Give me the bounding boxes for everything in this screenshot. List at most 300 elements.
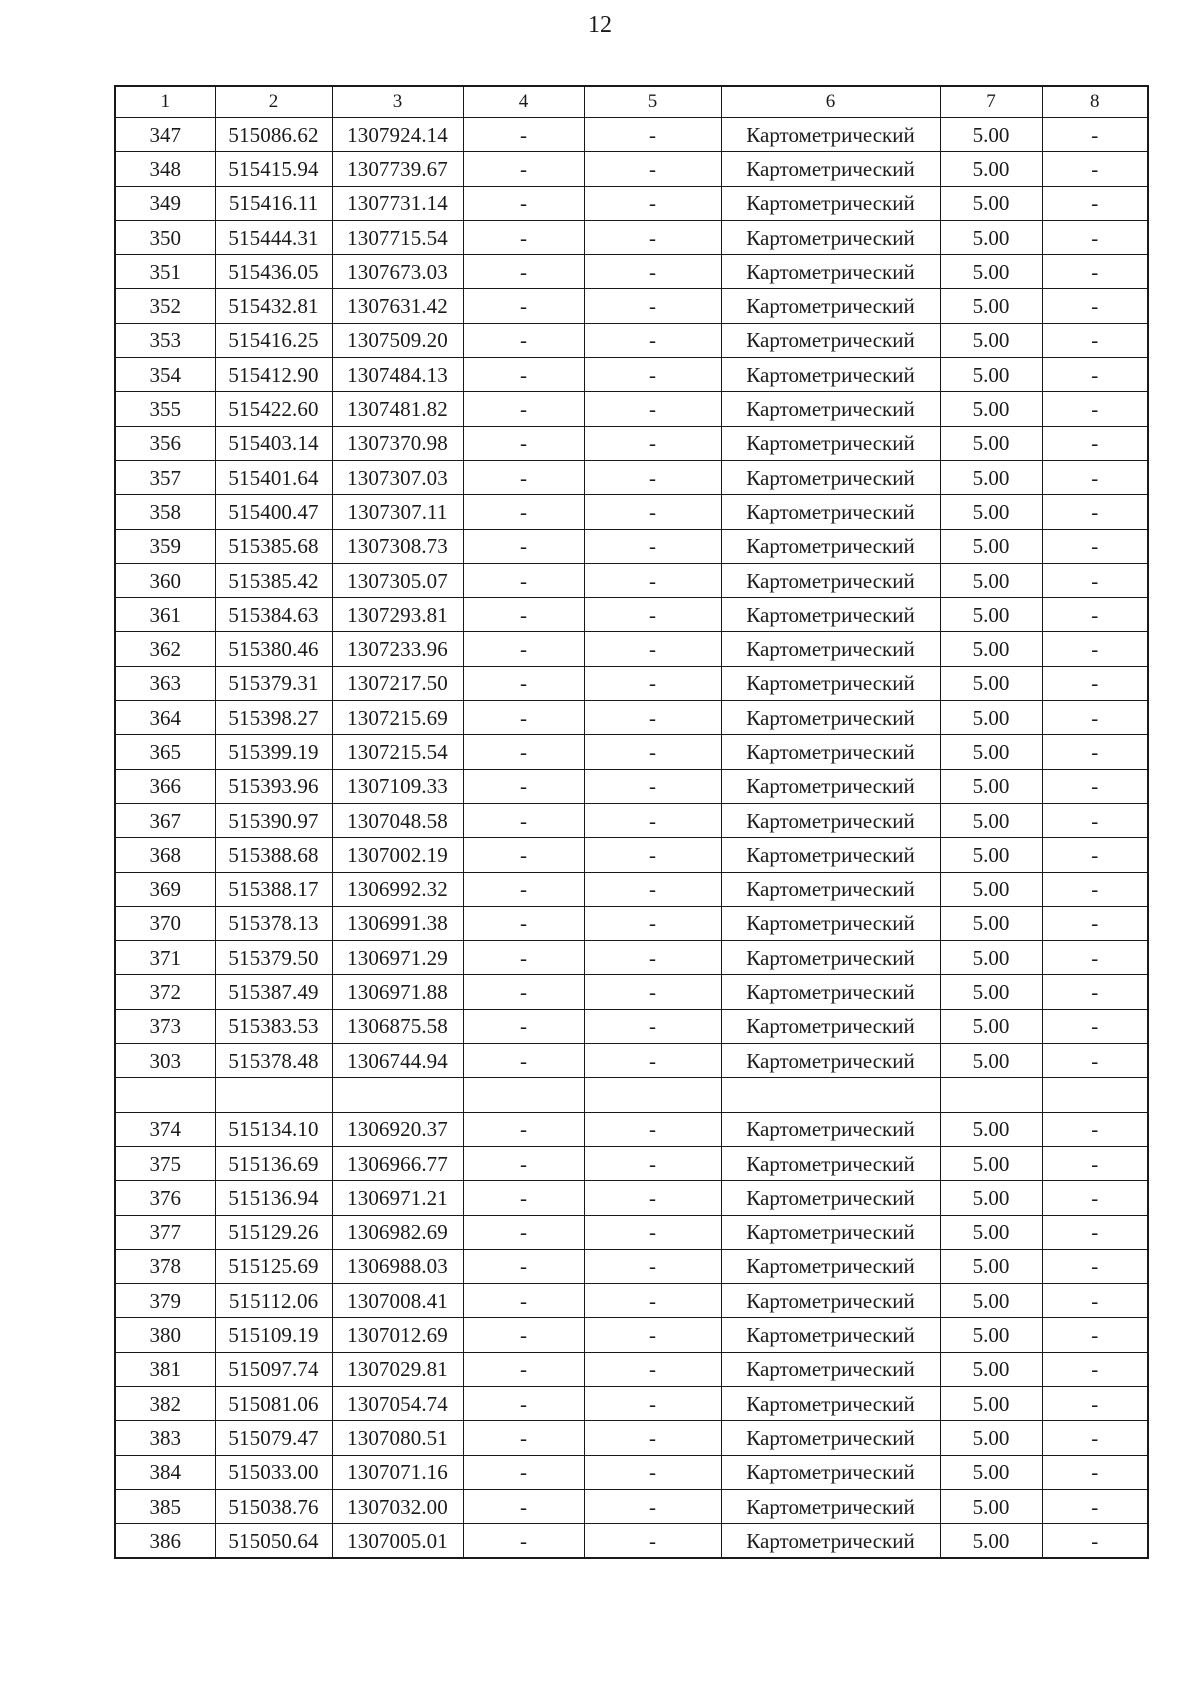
cell-y-coordinate: 1307484.13 — [332, 358, 463, 392]
table-row — [115, 598, 1148, 632]
table-row — [115, 426, 1148, 460]
cell-method: Картометрический — [721, 803, 940, 837]
cell-col-8: - — [1042, 598, 1148, 632]
cell-accuracy: 5.00 — [940, 838, 1042, 872]
cell-accuracy: 5.00 — [940, 1044, 1042, 1078]
cell-y-coordinate: 1306992.32 — [332, 872, 463, 906]
table-row — [115, 769, 1148, 803]
cell-point-number: 371 — [115, 941, 215, 975]
cell-col-8: - — [1042, 941, 1148, 975]
cell-col-5: - — [584, 1009, 721, 1043]
column-header-6: 6 — [721, 86, 940, 118]
cell-method: Картометрический — [721, 1112, 940, 1146]
cell-col-4: - — [463, 152, 584, 186]
cell-point-number: 386 — [115, 1524, 215, 1559]
cell-col-8: - — [1042, 975, 1148, 1009]
cell-col-8: - — [1042, 289, 1148, 323]
cell-col-5: - — [584, 186, 721, 220]
cell-x-coordinate: 515129.26 — [215, 1215, 332, 1249]
cell-x-coordinate: 515422.60 — [215, 392, 332, 426]
cell-col-5: - — [584, 1284, 721, 1318]
cell-x-coordinate: 515109.19 — [215, 1318, 332, 1352]
cell-y-coordinate: 1307370.98 — [332, 426, 463, 460]
table-row — [115, 1524, 1148, 1559]
cell-point-number: 372 — [115, 975, 215, 1009]
cell-y-coordinate: 1307080.51 — [332, 1421, 463, 1455]
cell-col-8: - — [1042, 1421, 1148, 1455]
cell-method: Картометрический — [721, 460, 940, 494]
cell-x-coordinate: 515444.31 — [215, 220, 332, 254]
table-row — [115, 255, 1148, 289]
cell-col-5: - — [584, 632, 721, 666]
cell-accuracy: 5.00 — [940, 495, 1042, 529]
cell-col-8: - — [1042, 460, 1148, 494]
cell-method: Картометрический — [721, 632, 940, 666]
cell-point-number: 352 — [115, 289, 215, 323]
cell-point-number: 369 — [115, 872, 215, 906]
cell-method: Картометрический — [721, 701, 940, 735]
cell-col-4: - — [463, 186, 584, 220]
cell-x-coordinate: 515136.94 — [215, 1181, 332, 1215]
cell-col-5: - — [584, 1455, 721, 1489]
table-row — [115, 838, 1148, 872]
cell-col-4 — [463, 1078, 584, 1112]
cell-col-4: - — [463, 358, 584, 392]
cell-accuracy: 5.00 — [940, 1524, 1042, 1559]
cell-col-5: - — [584, 666, 721, 700]
cell-y-coordinate: 1307215.69 — [332, 701, 463, 735]
cell-col-8: - — [1042, 701, 1148, 735]
cell-col-5: - — [584, 941, 721, 975]
cell-method: Картометрический — [721, 1249, 940, 1283]
cell-method: Картометрический — [721, 666, 940, 700]
cell-point-number: 362 — [115, 632, 215, 666]
cell-y-coordinate: 1306744.94 — [332, 1044, 463, 1078]
cell-method: Картометрический — [721, 941, 940, 975]
cell-accuracy: 5.00 — [940, 1386, 1042, 1420]
cell-method: Картометрический — [721, 598, 940, 632]
cell-col-4: - — [463, 392, 584, 426]
cell-y-coordinate: 1307481.82 — [332, 392, 463, 426]
cell-col-4: - — [463, 632, 584, 666]
cell-col-8: - — [1042, 255, 1148, 289]
column-header-5: 5 — [584, 86, 721, 118]
cell-point-number: 381 — [115, 1352, 215, 1386]
cell-x-coordinate: 515081.06 — [215, 1386, 332, 1420]
cell-accuracy: 5.00 — [940, 1284, 1042, 1318]
cell-col-4: - — [463, 735, 584, 769]
table-row — [115, 289, 1148, 323]
cell-point-number: 347 — [115, 118, 215, 152]
cell-y-coordinate: 1307731.14 — [332, 186, 463, 220]
cell-accuracy: 5.00 — [940, 666, 1042, 700]
cell-method: Картометрический — [721, 1489, 940, 1523]
cell-method: Картометрический — [721, 118, 940, 152]
cell-x-coordinate: 515415.94 — [215, 152, 332, 186]
cell-accuracy: 5.00 — [940, 1489, 1042, 1523]
cell-col-4: - — [463, 1455, 584, 1489]
cell-y-coordinate: 1307008.41 — [332, 1284, 463, 1318]
cell-accuracy: 5.00 — [940, 1318, 1042, 1352]
cell-accuracy: 5.00 — [940, 1181, 1042, 1215]
cell-y-coordinate: 1307233.96 — [332, 632, 463, 666]
cell-x-coordinate: 515038.76 — [215, 1489, 332, 1523]
cell-col-4: - — [463, 1524, 584, 1559]
cell-col-4: - — [463, 255, 584, 289]
table-row — [115, 803, 1148, 837]
cell-x-coordinate: 515079.47 — [215, 1421, 332, 1455]
cell-col-5: - — [584, 975, 721, 1009]
table-row — [115, 220, 1148, 254]
cell-col-5: - — [584, 769, 721, 803]
cell-col-5: - — [584, 1044, 721, 1078]
cell-col-4: - — [463, 598, 584, 632]
cell-accuracy: 5.00 — [940, 941, 1042, 975]
cell-col-4: - — [463, 1112, 584, 1146]
cell-x-coordinate: 515393.96 — [215, 769, 332, 803]
table-row — [115, 1318, 1148, 1352]
cell-col-5: - — [584, 563, 721, 597]
cell-accuracy: 5.00 — [940, 220, 1042, 254]
page-number: 12 — [588, 12, 612, 38]
cell-y-coordinate: 1307005.01 — [332, 1524, 463, 1559]
cell-accuracy: 5.00 — [940, 392, 1042, 426]
cell-point-number: 364 — [115, 701, 215, 735]
cell-col-4: - — [463, 666, 584, 700]
cell-accuracy: 5.00 — [940, 289, 1042, 323]
cell-accuracy: 5.00 — [940, 1421, 1042, 1455]
cell-col-8: - — [1042, 906, 1148, 940]
cell-method: Картометрический — [721, 769, 940, 803]
cell-x-coordinate: 515388.68 — [215, 838, 332, 872]
cell-x-coordinate: 515403.14 — [215, 426, 332, 460]
cell-y-coordinate — [332, 1078, 463, 1112]
column-header-7: 7 — [940, 86, 1042, 118]
cell-method: Картометрический — [721, 1284, 940, 1318]
cell-col-5: - — [584, 1386, 721, 1420]
cell-point-number: 385 — [115, 1489, 215, 1523]
cell-method: Картометрический — [721, 1181, 940, 1215]
cell-y-coordinate: 1307715.54 — [332, 220, 463, 254]
cell-accuracy: 5.00 — [940, 1215, 1042, 1249]
cell-method: Картометрический — [721, 289, 940, 323]
table-row — [115, 1146, 1148, 1180]
cell-accuracy: 5.00 — [940, 1352, 1042, 1386]
cell-y-coordinate: 1307673.03 — [332, 255, 463, 289]
cell-y-coordinate: 1307307.03 — [332, 460, 463, 494]
table-row — [115, 701, 1148, 735]
cell-x-coordinate: 515387.49 — [215, 975, 332, 1009]
cell-x-coordinate: 515401.64 — [215, 460, 332, 494]
cell-point-number: 357 — [115, 460, 215, 494]
coordinates-table — [114, 85, 1149, 1559]
cell-y-coordinate: 1306971.88 — [332, 975, 463, 1009]
cell-accuracy: 5.00 — [940, 426, 1042, 460]
cell-x-coordinate: 515033.00 — [215, 1455, 332, 1489]
cell-col-5: - — [584, 118, 721, 152]
cell-col-4: - — [463, 941, 584, 975]
cell-accuracy: 5.00 — [940, 118, 1042, 152]
cell-x-coordinate: 515416.11 — [215, 186, 332, 220]
cell-y-coordinate: 1307215.54 — [332, 735, 463, 769]
cell-col-5: - — [584, 1524, 721, 1559]
cell-col-8: - — [1042, 803, 1148, 837]
cell-point-number: 358 — [115, 495, 215, 529]
cell-col-8: - — [1042, 666, 1148, 700]
cell-col-5: - — [584, 152, 721, 186]
column-header-2: 2 — [215, 86, 332, 118]
table-row — [115, 906, 1148, 940]
cell-col-5: - — [584, 598, 721, 632]
cell-y-coordinate: 1307109.33 — [332, 769, 463, 803]
column-header-1: 1 — [115, 86, 215, 118]
cell-col-8: - — [1042, 563, 1148, 597]
cell-x-coordinate: 515097.74 — [215, 1352, 332, 1386]
table-row — [115, 1078, 1148, 1112]
cell-col-8: - — [1042, 495, 1148, 529]
cell-x-coordinate: 515412.90 — [215, 358, 332, 392]
cell-accuracy: 5.00 — [940, 1455, 1042, 1489]
cell-method: Картометрический — [721, 906, 940, 940]
cell-col-8: - — [1042, 1352, 1148, 1386]
cell-accuracy: 5.00 — [940, 701, 1042, 735]
cell-method: Картометрический — [721, 255, 940, 289]
cell-col-8: - — [1042, 392, 1148, 426]
cell-method: Картометрический — [721, 392, 940, 426]
cell-x-coordinate: 515388.17 — [215, 872, 332, 906]
cell-method: Картометрический — [721, 1318, 940, 1352]
cell-col-5: - — [584, 1421, 721, 1455]
cell-y-coordinate: 1307032.00 — [332, 1489, 463, 1523]
cell-col-8: - — [1042, 1318, 1148, 1352]
cell-y-coordinate: 1306991.38 — [332, 906, 463, 940]
cell-method: Картометрический — [721, 529, 940, 563]
column-header-3: 3 — [332, 86, 463, 118]
cell-x-coordinate: 515378.13 — [215, 906, 332, 940]
table-row — [115, 529, 1148, 563]
cell-col-5: - — [584, 1352, 721, 1386]
cell-point-number: 384 — [115, 1455, 215, 1489]
table-row — [115, 1215, 1148, 1249]
cell-method: Картометрический — [721, 872, 940, 906]
cell-col-8: - — [1042, 118, 1148, 152]
cell-col-5: - — [584, 906, 721, 940]
cell-point-number — [115, 1078, 215, 1112]
cell-method: Картометрический — [721, 838, 940, 872]
cell-point-number: 379 — [115, 1284, 215, 1318]
cell-col-5: - — [584, 1318, 721, 1352]
cell-point-number: 376 — [115, 1181, 215, 1215]
cell-col-4: - — [463, 906, 584, 940]
cell-col-5: - — [584, 1249, 721, 1283]
cell-y-coordinate: 1307305.07 — [332, 563, 463, 597]
table-row — [115, 1284, 1148, 1318]
table-header-row — [115, 86, 1148, 118]
cell-y-coordinate: 1307509.20 — [332, 323, 463, 357]
cell-col-8: - — [1042, 426, 1148, 460]
cell-col-4: - — [463, 769, 584, 803]
table-row — [115, 1455, 1148, 1489]
cell-point-number: 377 — [115, 1215, 215, 1249]
cell-col-5: - — [584, 1489, 721, 1523]
column-header-8: 8 — [1042, 86, 1148, 118]
cell-y-coordinate: 1307071.16 — [332, 1455, 463, 1489]
cell-col-5: - — [584, 529, 721, 563]
cell-point-number: 367 — [115, 803, 215, 837]
cell-col-5: - — [584, 838, 721, 872]
cell-col-8: - — [1042, 632, 1148, 666]
cell-point-number: 382 — [115, 1386, 215, 1420]
cell-col-5: - — [584, 358, 721, 392]
cell-col-5: - — [584, 323, 721, 357]
cell-method: Картометрический — [721, 426, 940, 460]
cell-col-5 — [584, 1078, 721, 1112]
table-row — [115, 1044, 1148, 1078]
cell-col-5: - — [584, 495, 721, 529]
cell-col-4: - — [463, 1215, 584, 1249]
cell-point-number: 360 — [115, 563, 215, 597]
cell-col-8: - — [1042, 1386, 1148, 1420]
cell-accuracy: 5.00 — [940, 563, 1042, 597]
cell-col-4: - — [463, 975, 584, 1009]
cell-method: Картометрический — [721, 1009, 940, 1043]
cell-col-8: - — [1042, 323, 1148, 357]
table-row — [115, 666, 1148, 700]
cell-method: Картометрический — [721, 735, 940, 769]
cell-y-coordinate: 1307012.69 — [332, 1318, 463, 1352]
cell-accuracy: 5.00 — [940, 1146, 1042, 1180]
cell-method: Картометрический — [721, 1386, 940, 1420]
cell-col-8: - — [1042, 1284, 1148, 1318]
cell-x-coordinate: 515432.81 — [215, 289, 332, 323]
cell-col-8: - — [1042, 186, 1148, 220]
cell-method: Картометрический — [721, 220, 940, 254]
cell-x-coordinate: 515379.50 — [215, 941, 332, 975]
cell-col-5: - — [584, 392, 721, 426]
cell-y-coordinate: 1306982.69 — [332, 1215, 463, 1249]
cell-x-coordinate: 515112.06 — [215, 1284, 332, 1318]
cell-y-coordinate: 1306988.03 — [332, 1249, 463, 1283]
cell-col-8: - — [1042, 1249, 1148, 1283]
cell-y-coordinate: 1307293.81 — [332, 598, 463, 632]
cell-accuracy: 5.00 — [940, 975, 1042, 1009]
cell-method: Картометрический — [721, 1044, 940, 1078]
cell-col-4: - — [463, 1318, 584, 1352]
cell-point-number: 351 — [115, 255, 215, 289]
cell-point-number: 378 — [115, 1249, 215, 1283]
cell-col-8: - — [1042, 1181, 1148, 1215]
cell-method — [721, 1078, 940, 1112]
cell-point-number: 375 — [115, 1146, 215, 1180]
table-row — [115, 152, 1148, 186]
cell-col-4: - — [463, 529, 584, 563]
cell-y-coordinate: 1307217.50 — [332, 666, 463, 700]
cell-col-5: - — [584, 735, 721, 769]
cell-y-coordinate: 1306920.37 — [332, 1112, 463, 1146]
cell-y-coordinate: 1307029.81 — [332, 1352, 463, 1386]
cell-col-8: - — [1042, 1044, 1148, 1078]
cell-accuracy: 5.00 — [940, 735, 1042, 769]
table-row — [115, 941, 1148, 975]
cell-y-coordinate: 1306971.21 — [332, 1181, 463, 1215]
cell-col-8: - — [1042, 1009, 1148, 1043]
cell-col-4: - — [463, 803, 584, 837]
cell-accuracy: 5.00 — [940, 358, 1042, 392]
cell-accuracy: 5.00 — [940, 1249, 1042, 1283]
cell-col-4: - — [463, 1249, 584, 1283]
cell-point-number: 350 — [115, 220, 215, 254]
table-row — [115, 186, 1148, 220]
cell-x-coordinate: 515390.97 — [215, 803, 332, 837]
cell-accuracy: 5.00 — [940, 529, 1042, 563]
cell-method: Картометрический — [721, 1524, 940, 1559]
cell-point-number: 303 — [115, 1044, 215, 1078]
cell-col-4: - — [463, 1284, 584, 1318]
cell-col-4: - — [463, 1421, 584, 1455]
cell-y-coordinate: 1306971.29 — [332, 941, 463, 975]
cell-point-number: 348 — [115, 152, 215, 186]
table-row — [115, 632, 1148, 666]
cell-method: Картометрический — [721, 975, 940, 1009]
cell-accuracy: 5.00 — [940, 872, 1042, 906]
cell-col-8: - — [1042, 220, 1148, 254]
cell-x-coordinate: 515399.19 — [215, 735, 332, 769]
cell-col-8: - — [1042, 1215, 1148, 1249]
cell-method: Картометрический — [721, 1146, 940, 1180]
cell-point-number: 383 — [115, 1421, 215, 1455]
cell-x-coordinate: 515385.68 — [215, 529, 332, 563]
cell-col-4: - — [463, 220, 584, 254]
cell-col-8: - — [1042, 1146, 1148, 1180]
table-row — [115, 1249, 1148, 1283]
table-row — [115, 358, 1148, 392]
cell-col-4: - — [463, 563, 584, 597]
cell-y-coordinate: 1307048.58 — [332, 803, 463, 837]
cell-method: Картометрический — [721, 1455, 940, 1489]
cell-point-number: 366 — [115, 769, 215, 803]
cell-method: Картометрический — [721, 1352, 940, 1386]
cell-col-5: - — [584, 426, 721, 460]
table-row — [115, 392, 1148, 426]
cell-point-number: 361 — [115, 598, 215, 632]
cell-col-8: - — [1042, 152, 1148, 186]
cell-col-5: - — [584, 255, 721, 289]
table-row — [115, 1489, 1148, 1523]
cell-method: Картометрический — [721, 323, 940, 357]
cell-col-5: - — [584, 803, 721, 837]
cell-x-coordinate: 515400.47 — [215, 495, 332, 529]
cell-col-5: - — [584, 1181, 721, 1215]
cell-col-4: - — [463, 1009, 584, 1043]
cell-col-8: - — [1042, 838, 1148, 872]
cell-point-number: 355 — [115, 392, 215, 426]
table-row — [115, 1386, 1148, 1420]
cell-col-8: - — [1042, 872, 1148, 906]
cell-point-number: 356 — [115, 426, 215, 460]
cell-accuracy: 5.00 — [940, 769, 1042, 803]
cell-col-8: - — [1042, 1455, 1148, 1489]
cell-x-coordinate: 515398.27 — [215, 701, 332, 735]
cell-col-5: - — [584, 1146, 721, 1180]
cell-col-4: - — [463, 118, 584, 152]
cell-col-8: - — [1042, 1524, 1148, 1559]
cell-col-8: - — [1042, 769, 1148, 803]
cell-accuracy: 5.00 — [940, 255, 1042, 289]
cell-x-coordinate: 515384.63 — [215, 598, 332, 632]
cell-col-5: - — [584, 220, 721, 254]
cell-x-coordinate: 515086.62 — [215, 118, 332, 152]
cell-point-number: 370 — [115, 906, 215, 940]
